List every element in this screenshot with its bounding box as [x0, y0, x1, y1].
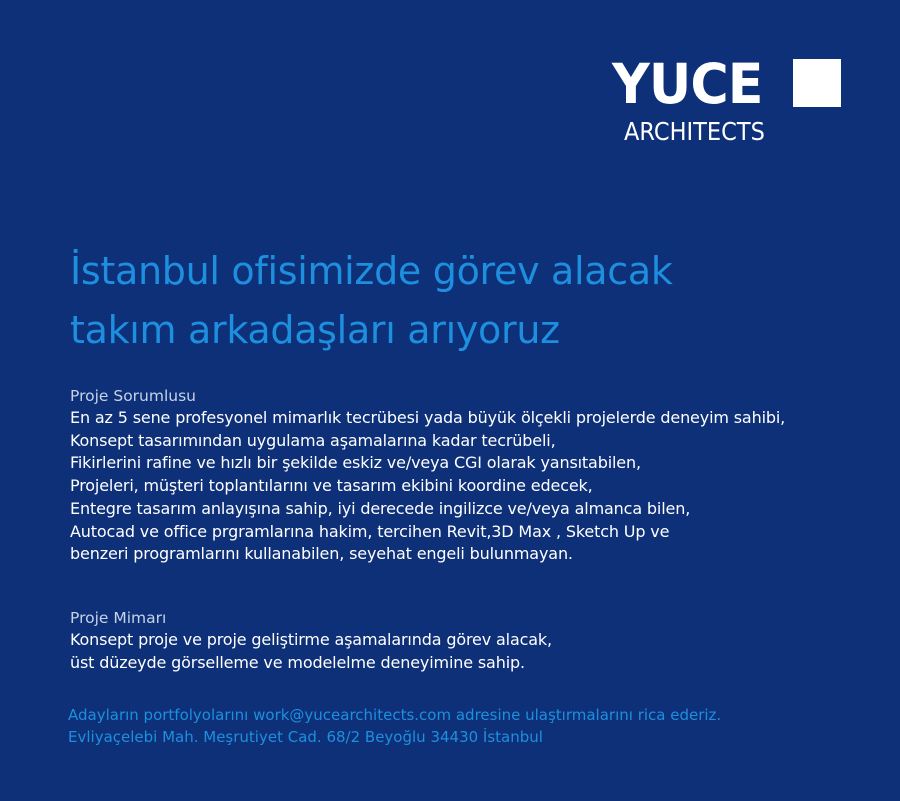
headline — [70, 242, 890, 360]
position-proje-sorumlusu — [70, 386, 890, 566]
logo-square-mark — [793, 59, 841, 107]
footer — [68, 704, 888, 748]
requirement-line: Entegre tasarım anlayışına sahip, iyi derecede ingilizce ve/veya almanca bilen, — [70, 498, 691, 518]
position-proje-mimari — [70, 608, 890, 674]
application-instructions: Adayların portfolyolarını work@yucearchitects.com adresine ulaştırmalarını rica ederiz. — [68, 706, 722, 724]
logo-name: YUCE — [612, 52, 763, 116]
requirement-line: üst düzeyde görselleme ve modelelme deneyimine sahip. — [70, 652, 525, 672]
requirement-line: Konsept tasarımından uygulama aşamalarına kadar tecrübeli, — [70, 430, 556, 450]
requirement-line: Projeleri, müşteri toplantılarını ve tasarım ekibini koordine edecek, — [70, 476, 593, 496]
requirement-line: Autocad ve office prgramlarına hakim, tercihen Revit,3D Max , Sketch Up ve — [70, 521, 670, 541]
logo-subtitle: ARCHITECTS — [624, 117, 765, 146]
office-address: Evliyaçelebi Mah. Meşrutiyet Cad. 68/2 Beyoğlu 34430 İstanbul — [68, 728, 543, 746]
requirement-line: benzeri programlarını kullanabilen, seyehat engeli bulunmayan. — [70, 544, 573, 564]
requirement-line: Konsept proje ve proje geliştirme aşamalarında görev alacak, — [70, 630, 552, 649]
headline-line-2: takım arkadaşları arıyoruz — [70, 308, 560, 352]
headline-line-1: İstanbul ofisimizde görev alacak — [70, 249, 673, 293]
position-title: Proje Sorumlusu — [70, 387, 197, 405]
requirement-line: Fikirlerini rafine ve hızlı bir şekilde eskiz ve/veya CGI olarak yansıtabilen, — [70, 453, 641, 473]
requirement-line: En az 5 sene profesyonel mimarlık tecrübesi yada büyük ölçekli projelerde deneyim sahibi, — [70, 408, 786, 427]
yuce-architects-logo — [612, 52, 852, 156]
position-title: Proje Mimarı — [70, 609, 167, 627]
